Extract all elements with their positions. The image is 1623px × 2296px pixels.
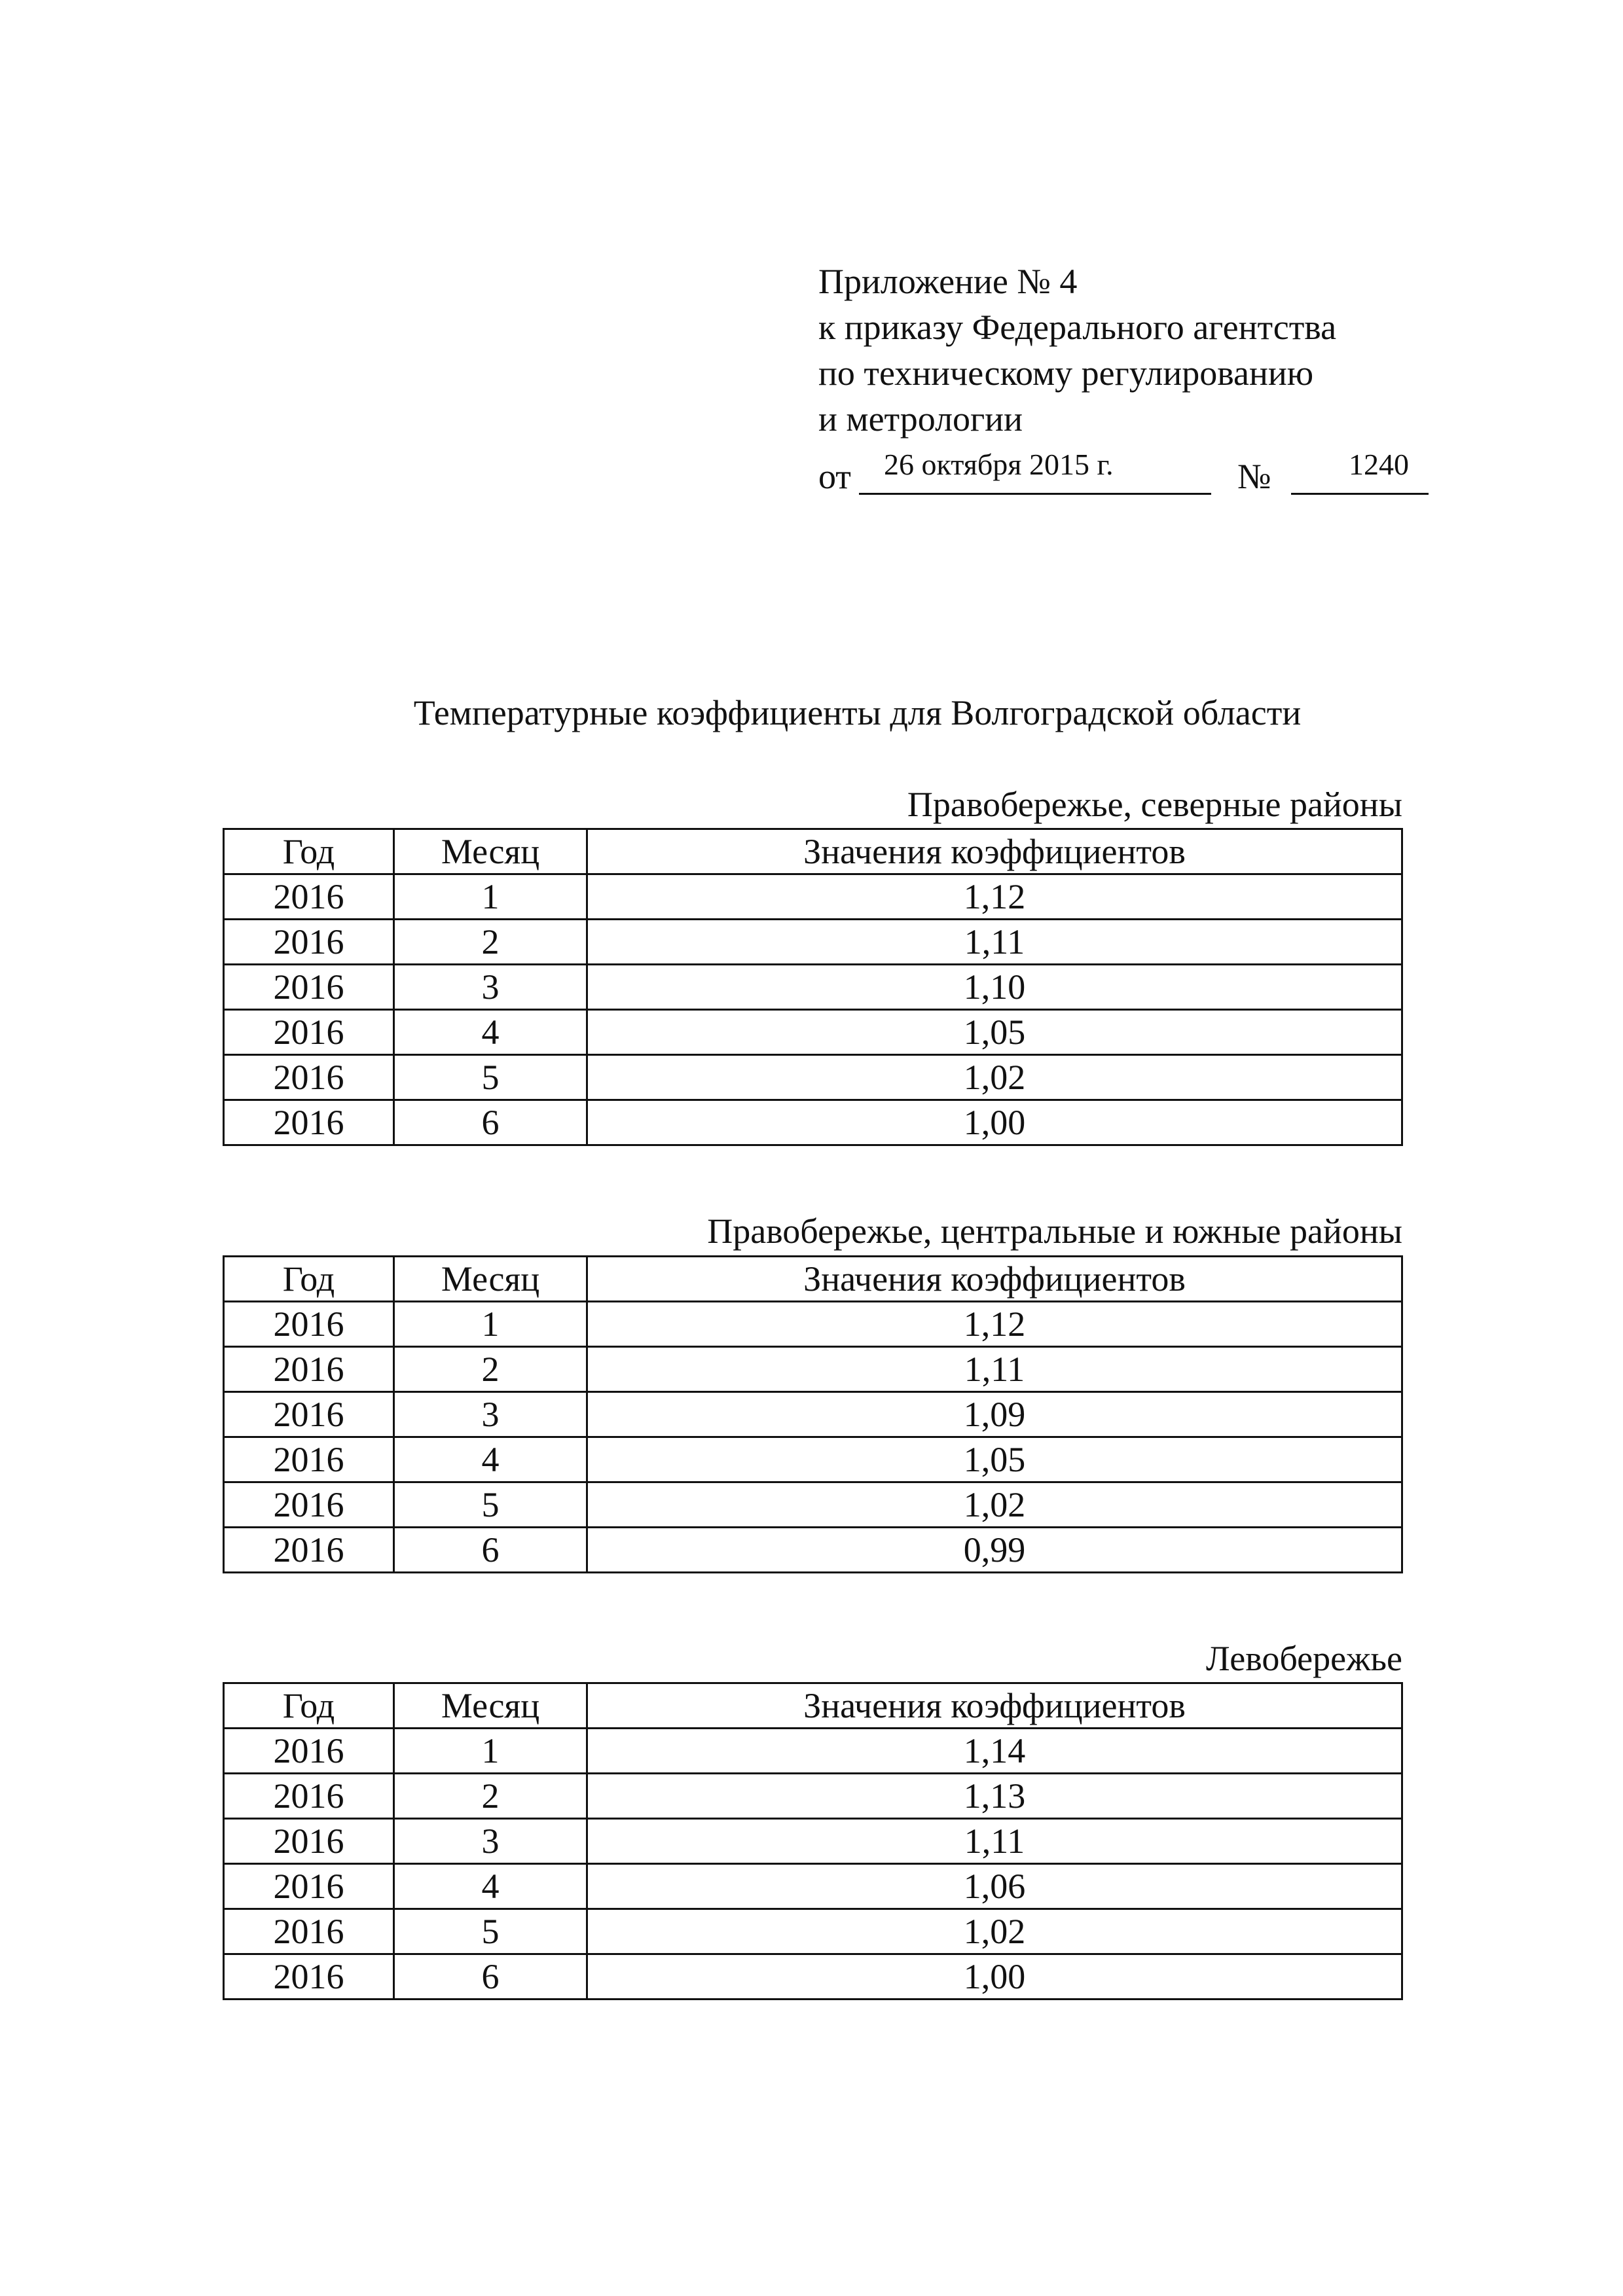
cell-month: 3 [394,1819,587,1864]
cell-year: 2016 [224,1909,394,1954]
cell-month: 2 [394,1774,587,1819]
cell-month: 1 [394,874,587,920]
col-header-month: Месяц [394,1683,587,1729]
cell-year: 2016 [224,1302,394,1347]
cell-value: 1,12 [587,1302,1402,1347]
table-row [224,1392,1402,1437]
col-header-month: Месяц [394,829,587,874]
table-row [224,1482,1402,1528]
coef-table-central-south [223,1255,1403,1573]
cell-value: 1,11 [587,1347,1402,1392]
date-underline [859,493,1211,495]
cell-value: 1,00 [587,1100,1402,1145]
cell-value: 1,05 [587,1010,1402,1055]
table-row [224,1774,1402,1819]
cell-month: 4 [394,1437,587,1482]
cell-month: 6 [394,1954,587,2000]
document-title: Температурные коэффициенты для Волгоградской области [413,693,1302,732]
table-header-row [224,1683,1402,1729]
table-row [224,1909,1402,1954]
cell-year: 2016 [224,1774,394,1819]
number-underline [1291,493,1429,495]
table-row [224,1347,1402,1392]
cell-value: 1,06 [587,1864,1402,1909]
cell-year: 2016 [224,1864,394,1909]
col-header-year: Год [224,1683,394,1729]
cell-year: 2016 [224,1729,394,1774]
order-date: 26 октября 2015 г. [884,448,1114,481]
header-line-order: к приказу Федерального агентства [818,308,1337,347]
cell-value: 1,12 [587,874,1402,920]
cell-year: 2016 [224,1528,394,1573]
table-row [224,1100,1402,1145]
coef-table-north [223,828,1403,1146]
header-line-metrology: и метрологии [818,399,1023,439]
coef-table-left-bank [223,1682,1403,2000]
cell-year: 2016 [224,874,394,920]
cell-month: 4 [394,1010,587,1055]
cell-month: 6 [394,1100,587,1145]
cell-value: 1,09 [587,1392,1402,1437]
cell-year: 2016 [224,1819,394,1864]
cell-value: 1,14 [587,1729,1402,1774]
cell-year: 2016 [224,1482,394,1528]
cell-year: 2016 [224,965,394,1010]
table-row [224,1437,1402,1482]
cell-value: 0,99 [587,1528,1402,1573]
cell-value: 1,02 [587,1055,1402,1100]
cell-month: 1 [394,1729,587,1774]
col-header-year: Год [224,1257,394,1302]
cell-value: 1,02 [587,1482,1402,1528]
table-row [224,1819,1402,1864]
cell-month: 3 [394,1392,587,1437]
table-row [224,1302,1402,1347]
cell-month: 5 [394,1055,587,1100]
cell-month: 2 [394,920,587,965]
cell-value: 1,10 [587,965,1402,1010]
cell-year: 2016 [224,1392,394,1437]
section-caption-central-south: Правобережье, центральные и южные районы [707,1211,1402,1251]
cell-year: 2016 [224,1010,394,1055]
order-date-number-row [818,442,1440,501]
cell-value: 1,00 [587,1954,1402,2000]
number-sign: № [1237,457,1271,496]
table-row [224,1864,1402,1909]
appendix-header [818,259,1440,496]
table-row [224,965,1402,1010]
table-header-row [224,1257,1402,1302]
cell-value: 1,13 [587,1774,1402,1819]
table-row [224,1010,1402,1055]
ot-label: от [818,457,851,496]
cell-month: 6 [394,1528,587,1573]
col-header-value: Значения коэффициентов [587,1257,1402,1302]
cell-year: 2016 [224,1100,394,1145]
cell-year: 2016 [224,1954,394,2000]
table-header-row [224,829,1402,874]
table-row [224,1729,1402,1774]
cell-value: 1,02 [587,1909,1402,1954]
cell-month: 2 [394,1347,587,1392]
cell-value: 1,11 [587,920,1402,965]
header-line-agency: по техническому регулированию [818,353,1314,393]
cell-month: 3 [394,965,587,1010]
col-header-month: Месяц [394,1257,587,1302]
col-header-year: Год [224,829,394,874]
table-row [224,874,1402,920]
table-row [224,1055,1402,1100]
cell-year: 2016 [224,1437,394,1482]
cell-year: 2016 [224,1347,394,1392]
cell-value: 1,11 [587,1819,1402,1864]
col-header-value: Значения коэффициентов [587,1683,1402,1729]
col-header-value: Значения коэффициентов [587,829,1402,874]
header-line-appendix: Приложение № 4 [818,262,1078,301]
table-row [224,1954,1402,2000]
cell-month: 5 [394,1482,587,1528]
cell-year: 2016 [224,920,394,965]
cell-month: 4 [394,1864,587,1909]
section-caption-north: Правобережье, северные районы [907,785,1402,824]
table-row [224,920,1402,965]
cell-month: 1 [394,1302,587,1347]
order-number: 1240 [1349,448,1409,481]
cell-value: 1,05 [587,1437,1402,1482]
section-caption-left-bank: Левобережье [1206,1639,1402,1678]
cell-year: 2016 [224,1055,394,1100]
table-row [224,1528,1402,1573]
cell-month: 5 [394,1909,587,1954]
